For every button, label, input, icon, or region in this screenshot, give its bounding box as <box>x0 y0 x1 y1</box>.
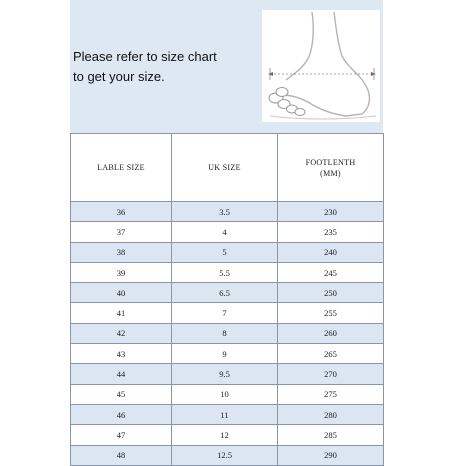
cell-label-size: 47 <box>71 425 172 445</box>
table-row <box>71 445 384 465</box>
cell-label-size: 38 <box>71 242 172 262</box>
cell-foot-length: 280 <box>278 404 384 424</box>
table-row <box>71 364 384 384</box>
header-uk-size: UK SIZE <box>172 134 278 202</box>
cell-label-size: 48 <box>71 445 172 465</box>
table-row <box>71 303 384 323</box>
cell-uk-size: 12 <box>172 425 278 445</box>
header-label-size: LABLE SIZE <box>71 134 172 202</box>
cell-uk-size: 8 <box>172 323 278 343</box>
foot-measurement-icon <box>262 10 380 122</box>
instruction-line-2: to get your size. <box>73 69 165 84</box>
cell-foot-length: 285 <box>278 425 384 445</box>
table-row <box>71 323 384 343</box>
table-row <box>71 404 384 424</box>
cell-uk-size: 7 <box>172 303 278 323</box>
table-row <box>71 425 384 445</box>
cell-foot-length: 270 <box>278 364 384 384</box>
cell-uk-size: 5 <box>172 242 278 262</box>
cell-label-size: 46 <box>71 404 172 424</box>
cell-foot-length: 240 <box>278 242 384 262</box>
size-chart-sheet <box>70 0 383 461</box>
header-foot-length-unit: (MM) <box>320 168 341 178</box>
size-chart-header <box>70 0 383 133</box>
cell-foot-length: 260 <box>278 323 384 343</box>
cell-uk-size: 11 <box>172 404 278 424</box>
table-row <box>71 344 384 364</box>
cell-label-size: 36 <box>71 202 172 222</box>
instruction-text <box>73 47 258 87</box>
table-row <box>71 262 384 282</box>
cell-foot-length: 275 <box>278 384 384 404</box>
cell-foot-length: 290 <box>278 445 384 465</box>
cell-uk-size: 12.5 <box>172 445 278 465</box>
cell-foot-length: 255 <box>278 303 384 323</box>
cell-label-size: 45 <box>71 384 172 404</box>
header-foot-length-label: FOOTLENTH <box>305 157 356 167</box>
instruction-line-1: Please refer to size chart <box>73 49 217 64</box>
cell-foot-length: 230 <box>278 202 384 222</box>
size-table <box>70 133 384 466</box>
table-row <box>71 222 384 242</box>
header-foot-length <box>278 134 384 202</box>
cell-uk-size: 9 <box>172 344 278 364</box>
cell-uk-size: 6.5 <box>172 283 278 303</box>
cell-label-size: 37 <box>71 222 172 242</box>
cell-uk-size: 9.5 <box>172 364 278 384</box>
table-body <box>71 202 384 466</box>
cell-label-size: 44 <box>71 364 172 384</box>
cell-label-size: 43 <box>71 344 172 364</box>
table-row <box>71 202 384 222</box>
cell-label-size: 39 <box>71 262 172 282</box>
cell-foot-length: 265 <box>278 344 384 364</box>
table-row <box>71 384 384 404</box>
cell-label-size: 42 <box>71 323 172 343</box>
cell-uk-size: 5.5 <box>172 262 278 282</box>
cell-uk-size: 3.5 <box>172 202 278 222</box>
table-row <box>71 283 384 303</box>
table-row <box>71 242 384 262</box>
cell-label-size: 40 <box>71 283 172 303</box>
cell-foot-length: 235 <box>278 222 384 242</box>
cell-foot-length: 250 <box>278 283 384 303</box>
cell-foot-length: 245 <box>278 262 384 282</box>
cell-uk-size: 10 <box>172 384 278 404</box>
table-header-row <box>71 134 384 202</box>
cell-label-size: 41 <box>71 303 172 323</box>
cell-uk-size: 4 <box>172 222 278 242</box>
